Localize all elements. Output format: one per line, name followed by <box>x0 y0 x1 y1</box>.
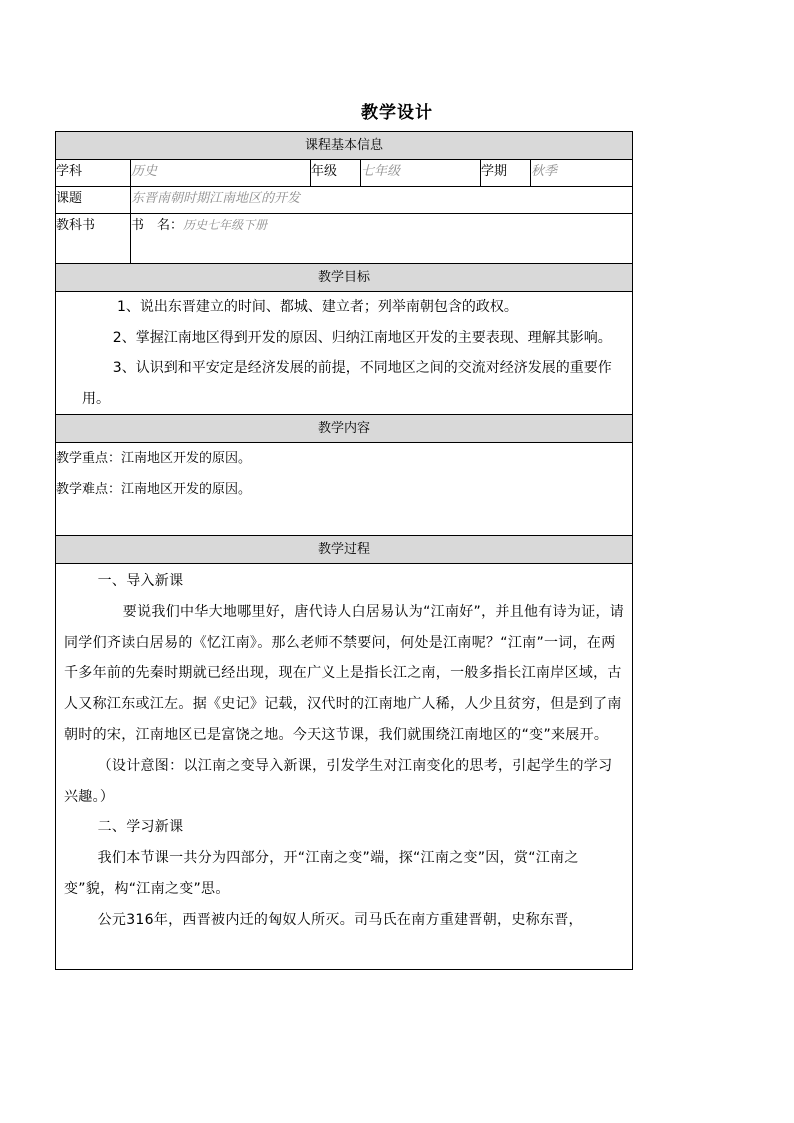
term-label: 学期 <box>481 160 531 187</box>
term-value: 秋季 <box>531 160 633 187</box>
grade-value: 七年级 <box>361 160 481 187</box>
process-paragraph: 要说我们中华大地哪里好，唐代诗人白居易认为“江南好”，并且他有诗为证，请同学们齐读白居易的《忆江南》。那么老师不禁要问，何处是江南呢？“江南”一词，在两千多年前的先秦时期就已经出现，现在广义上是指长江之南，一般多指长江南岸区域，古人又称江东或江左。据《史记》记载，汉代时的江南地广人稀，人少且贫穷，但是到了南朝时的宋，江南地区已是富饶之地。今天这节课，我们就围绕江南地区的“变”来展开。 <box>64 603 625 743</box>
process-heading-2: 二、学习新课 <box>97 819 184 836</box>
process-paragraph: 我们本节课一共分为四部分，开“江南之变”端，探“江南之变”因，赏“江南之变”貌，构“江南之变”思。 <box>64 850 579 897</box>
section-header-content: 教学内容 <box>56 415 633 443</box>
section-header-objectives: 教学目标 <box>56 264 633 292</box>
subject-label: 学科 <box>56 160 131 187</box>
process-paragraph: 公元316年，西晋被内迁的匈奴人所灭。司马氏在南方重建晋朝，史称东晋， <box>97 911 583 928</box>
section-header-basic-info: 课程基本信息 <box>56 132 633 160</box>
section-header-process: 教学过程 <box>56 536 633 564</box>
content-cell <box>56 443 633 536</box>
textbook-cell <box>131 214 633 264</box>
objective-item: 3、认识到和平安定是经济发展的前提，不同地区之间的交流对经济发展的重要作用。 <box>82 360 612 407</box>
key-point: 教学重点：江南地区开发的原因。 <box>56 451 252 466</box>
topic-value: 东晋南朝时期江南地区的开发 <box>131 187 633 214</box>
difficult-point: 教学难点：江南地区开发的原因。 <box>56 482 252 497</box>
process-cell <box>56 564 633 970</box>
lesson-plan-table <box>55 131 633 970</box>
book-name-value: 历史七年级下册 <box>183 218 268 232</box>
textbook-label: 教科书 <box>56 214 131 264</box>
objective-item: 2、掌握江南地区得到开发的原因、归纳江南地区开发的主要表现、理解其影响。 <box>112 329 612 346</box>
topic-label: 课题 <box>56 187 131 214</box>
process-paragraph: （设计意图：以江南之变导入新课，引发学生对江南变化的思考，引起学生的学习兴趣。） <box>64 757 613 805</box>
objectives-cell <box>56 292 633 415</box>
subject-value: 历史 <box>131 160 311 187</box>
process-heading-1: 一、导入新课 <box>97 573 184 589</box>
grade-label: 年级 <box>311 160 361 187</box>
book-name-label: 书 名： <box>131 218 184 233</box>
document-title: 教学设计 <box>361 103 433 123</box>
objective-item: 1、说出东晋建立的时间、都城、建立者；列举南朝包含的政权。 <box>117 299 518 315</box>
